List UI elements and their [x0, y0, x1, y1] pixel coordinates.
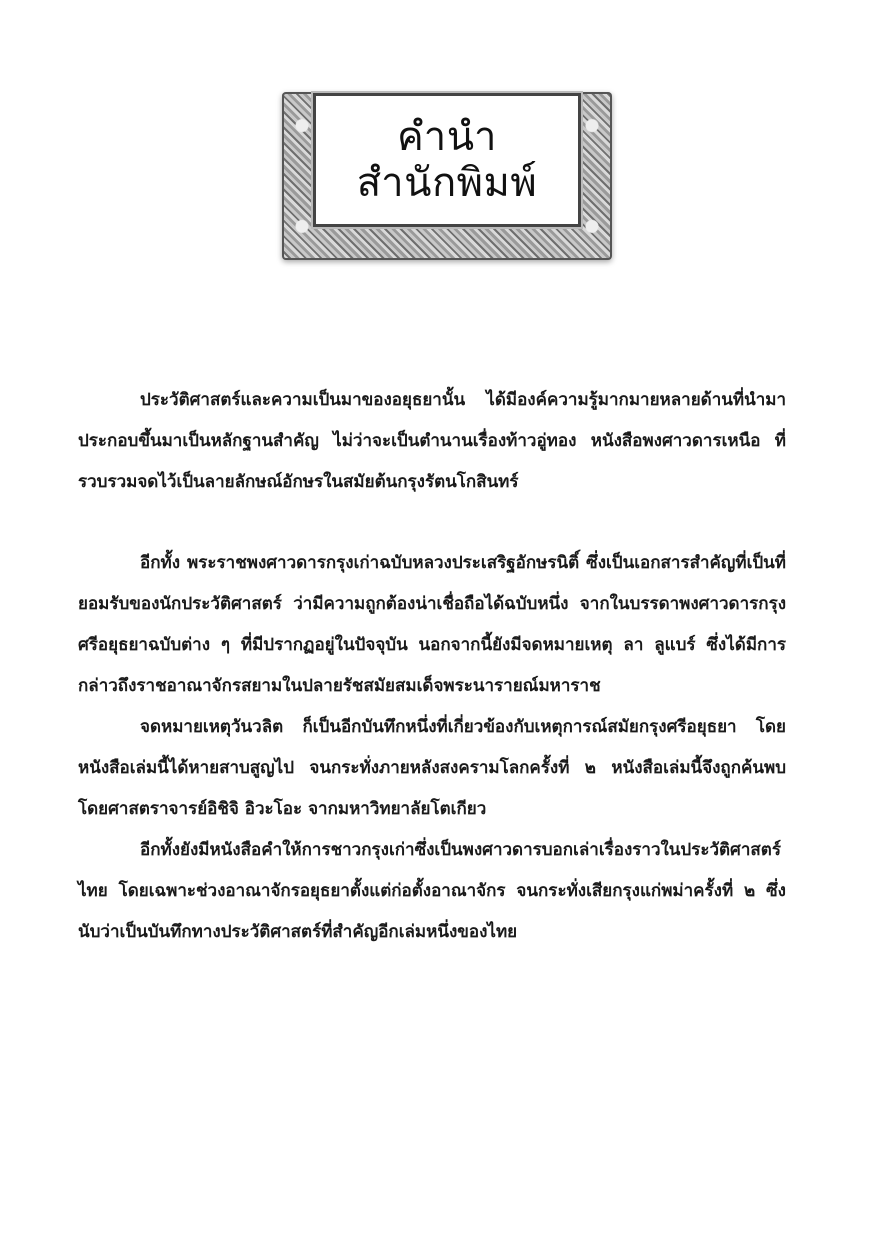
ornate-title-frame — [282, 92, 612, 260]
paragraph-1: ประวัติศาสตร์และความเป็นมาของอยุธยานั้น ได้มีองค์ความรู้มากมายหลายด้านที่นำมาประกอบขึ้นมาเป็นหลักฐานสำคัญ ไม่ว่าจะเป็นตำนานเรื่องท้าวอู่ทอง หนังสือพงศาวดารเหนือ ที่รวบรวมจดไว้เป็นลายลักษณ์อักษรในสมัยต้นกรุงรัตนโกสินทร์ — [78, 390, 786, 492]
page-title-line-1: คำนำ — [396, 114, 498, 160]
paragraph-spacer — [78, 503, 786, 543]
page-title-line-2: สำนักพิมพ์ — [356, 160, 538, 206]
body-text — [78, 380, 786, 953]
paragraph-2: อีกทั้ง พระราชพงศาวดารกรุงเก่าฉบับหลวงประเสริฐอักษรนิติ์ ซึ่งเป็นเอกสารสำคัญที่เป็นที่ยอมรับของนักประวัติศาสตร์ ว่ามีความถูกต้องน่าเชื่อถือได้ฉบับหนึ่ง จากในบรรดาพงศาวดารกรุงศรีอยุธยาฉบับต่าง ๆ ที่มีปรากฏอยู่ในปัจจุบัน นอกจากนี้ยังมีจดหมายเหตุ ลา ลูแบร์ ซึ่งได้มีการกล่าวถึงราชอาณาจักรสยามในปลายรัชสมัยสมเด็จพระนารายณ์มหาราช — [78, 553, 786, 696]
title-panel — [316, 96, 578, 224]
paragraph-3: จดหมายเหตุวันวลิต ก็เป็นอีกบันทึกหนึ่งที่เกี่ยวข้องกับเหตุการณ์สมัยกรุงศรีอยุธยา โดยหนังสือเล่มนี้ได้หายสาบสูญไป จนกระทั่งภายหลังสงครามโลกครั้งที่ ๒ หนังสือเล่มนี้จึงถูกค้นพบโดยศาสตราจารย์อิชิจิ อิวะโอะ จากมหาวิทยาลัยโตเกียว — [78, 717, 786, 819]
paragraph-4: อีกทั้งยังมีหนังสือคำให้การชาวกรุงเก่าซึ่งเป็นพงศาวดารบอกเล่าเรื่องราวในประวัติศาสตร์ไทย โดยเฉพาะช่วงอาณาจักรอยุธยาตั้งแต่ก่อตั้งอาณาจักร จนกระทั่งเสียกรุงแก่พม่าครั้งที่ ๒ ซึ่งนับว่าเป็นบันทึกทางประวัติศาสตร์ที่สำคัญอีกเล่มหนึ่งของไทย — [78, 840, 786, 942]
